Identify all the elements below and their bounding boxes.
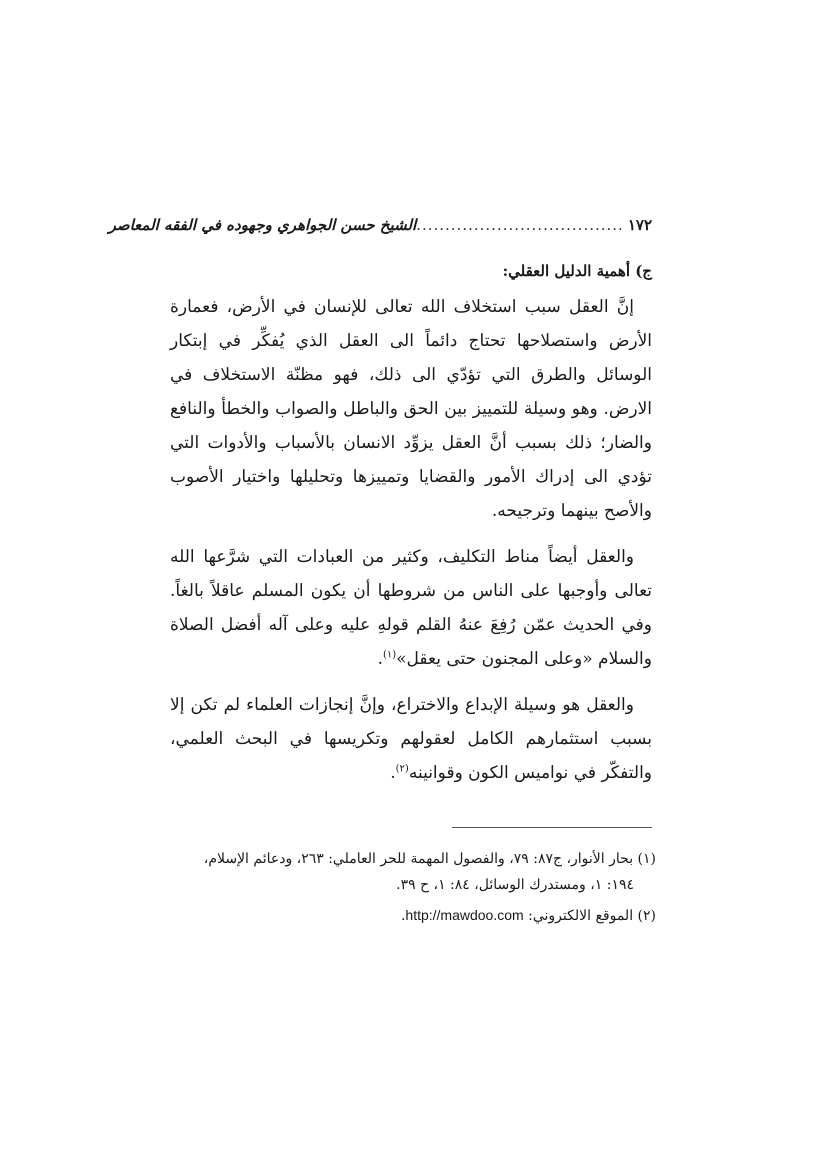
footnote-ref-1[interactable]: (١) (382, 649, 397, 661)
footnote-divider (452, 827, 652, 828)
paragraph-2 (170, 540, 652, 676)
running-header (108, 216, 652, 242)
paragraph-3 (170, 688, 652, 790)
page-number: ١٧٢ (627, 216, 652, 234)
footnote-2-url-link[interactable]: http://mawdoo.com (405, 907, 524, 923)
header-leader-dots: .................................... (416, 216, 624, 234)
paragraph-2-end: . (377, 649, 383, 669)
footnote-2 (170, 902, 656, 929)
footnotes (170, 846, 656, 933)
section-heading: ج) أهمية الدليل العقلي: (502, 262, 652, 280)
footnote-1-line-2: ١٩٤: ١، ومستدرك الوسائل، ٨٤: ١، ح ٣٩. (396, 877, 634, 893)
footnote-1 (170, 846, 656, 898)
footnote-ref-2[interactable]: (٢) (395, 763, 409, 775)
footnote-1-line-1: (١) بحار الأنوار، ج٨٧: ٧٩، والفصول المهمة للحر العاملي: ٢٦٣، ودعائم الإسلام، (203, 851, 656, 867)
paragraph-1: إنَّ العقل سبب استخلاف الله تعالى للإنسان في الأرض، فعمارة الأرض واستصلاحها تحتاج دائماً الى العقل الذي يُفكِّر في إبتكار الوسائل والطرق التي تؤدّي الى ذلك، فهو مظنّة الاستخلاف في الارض. وهو وسيلة للتمييز بين الحق والباطل والصواب والخطأ والنافع والضار؛ ذلك بسبب أنَّ العقل يزوِّد الانسان بالأسباب والأدوات التي تؤدي الى إدراك الأمور والقضايا وتمييزها وتحليلها واختيار الأصوب والأصح بينهما وترجيحه. (170, 297, 652, 521)
main-text (170, 256, 652, 802)
footnote-2-prefix: (٢) الموقع الالكتروني: (528, 908, 656, 924)
paragraph-2-text: والعقل أيضاً مناط التكليف، وكثير من العبادات التي شرَّعها الله تعالى وأوجبها على الناس من شروطها أن يكون المسلم عاقلاً بالغاً. وفي الحديث عمّن رُفِعَ عنهُ القلم قولهِ عليه وعلى آله أفضل الصلاة والسلام «وعلى المجنون حتى يعقل» (170, 547, 652, 669)
footnote-2-end: . (400, 908, 406, 924)
paragraph-3-text: والعقل هو وسيلة الإبداع والاختراع، وإنَّ إنجازات العلماء لم تكن إلا بسبب استثمارهم الكامل لعقولهم وتكريسها في البحث العلمي، والتفكّر في نواميس الكون وقوانينه (170, 695, 652, 783)
book-title: الشيخ حسن الجواهري وجهوده في الفقه المعاصر (108, 216, 417, 234)
paragraph-3-end: . (390, 763, 396, 783)
